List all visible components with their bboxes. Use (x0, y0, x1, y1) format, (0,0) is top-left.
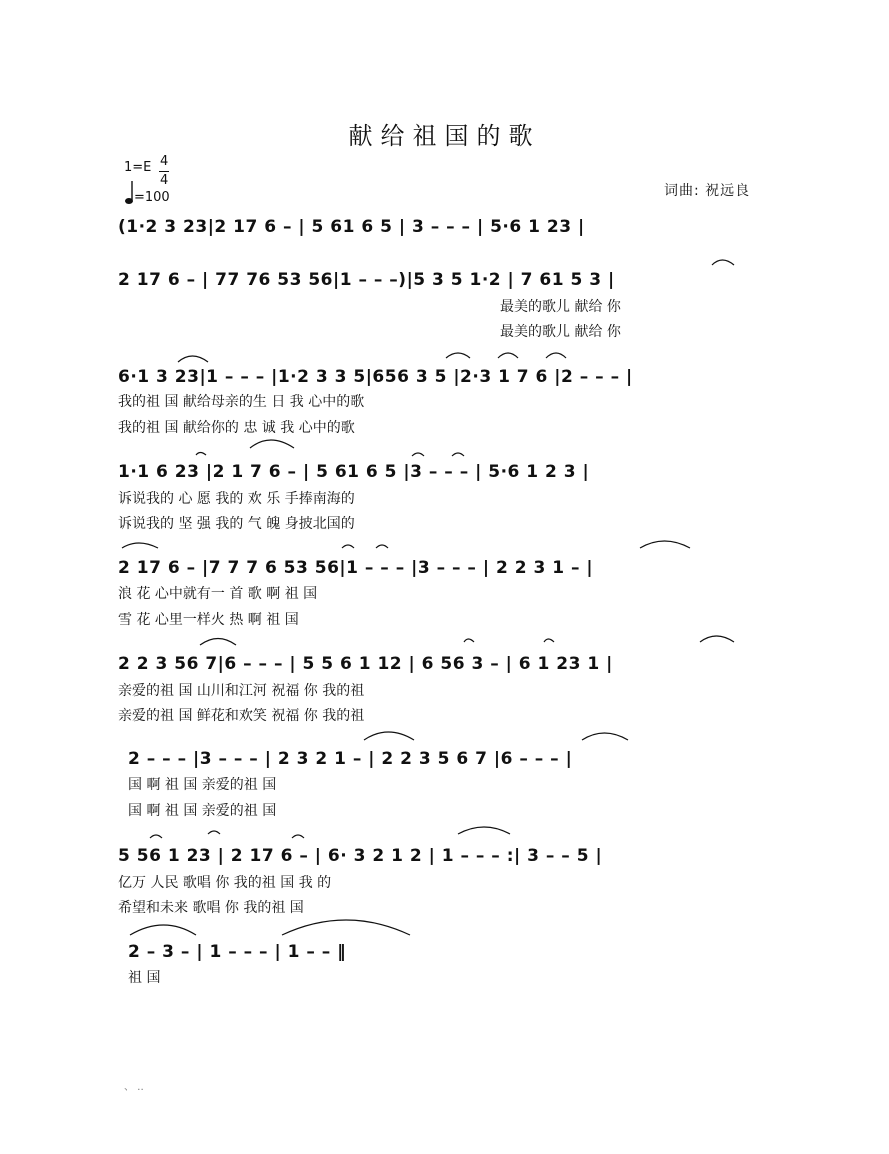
notation-line-5: 2 17 6 – |7 7 7 6 53 56|1 – – – |3 – – – | 2 2 3 1 – | (118, 558, 594, 578)
lyrics-line-5-verse-1: 浪 花 心中就有一 首 歌 啊 祖 国 (118, 586, 318, 602)
lyrics-line-4-verse-1: 诉说我的 心 愿 我的 欢 乐 手捧南海的 (118, 491, 355, 507)
lyrics-line-7-verse-2: 国 啊 祖 国 亲爱的祖 国 (128, 803, 277, 819)
lyrics-line-6-verse-1: 亲爱的祖 国 山川和江河 祝福 你 我的祖 (118, 683, 365, 699)
footer-marks: 、 ‥ (124, 1082, 144, 1093)
composer-credit: 词曲: 祝远良 (664, 183, 751, 199)
notation-line-8: 5 56 1 23 | 2 17 6 – | 6· 3 2 1 2 | 1 – – – :| 3 – – 5 | (118, 846, 603, 866)
notation-line-2: 2 17 6 – | 77 76 53 56|1 – – –)|5 3 5 1·2 | 7 61 5 3 | (118, 270, 615, 290)
lyrics-line-2-verse-2: 最美的歌儿 献给 你 (500, 324, 621, 340)
key-signature (124, 160, 151, 175)
lyrics-line-7-verse-1: 国 啊 祖 国 亲爱的祖 国 (128, 777, 277, 793)
lyrics-line-5-verse-2: 雪 花 心里一样火 热 啊 祖 国 (118, 612, 299, 628)
notation-line-1: (1·2 3 23|2 17 6 – | 5 61 6 5 | 3 – – – | 5·6 1 23 | (118, 217, 585, 237)
lyrics-line-4-verse-2: 诉说我的 坚 强 我的 气 魄 身披北国的 (118, 516, 355, 532)
time-signature-top: 4 (160, 154, 169, 169)
time-signature-bottom: 4 (160, 173, 169, 188)
key-label: 1=E (124, 160, 152, 175)
notation-line-9: 2 – 3 – | 1 – – – | 1 – – ‖ (128, 942, 347, 962)
lyrics-line-2-verse-1: 最美的歌儿 献给 你 (500, 299, 621, 315)
notation-line-3: 6·1 3 23|1 – – – |1·2 3 3 5|656 3 5 |2·3 1 7 6 |2 – – – | (118, 367, 633, 387)
lyrics-line-9-verse-1: 祖 国 (128, 970, 161, 986)
lyrics-line-8-verse-1: 亿万 人民 歌唱 你 我的祖 国 我 的 (118, 875, 332, 891)
notation-line-4: 1·1 6 23 |2 1 7 6 – | 5 61 6 5 |3 – – – | 5·6 1 2 3 | (118, 462, 590, 482)
page-title: 献给祖国的歌 (348, 122, 541, 150)
notation-line-6: 2 2 3 56 7|6 – – – | 5 5 6 1 12 | 6 56 3 – | 6 1 23 1 | (118, 654, 613, 674)
time-signature-line (159, 171, 169, 172)
lyrics-line-3-verse-1: 我的祖 国 献给母亲的生 日 我 心中的歌 (118, 394, 365, 410)
notation-line-7: 2 – – – |3 – – – | 2 3 2 1 – | 2 2 3 5 6 7 |6 – – – | (128, 749, 573, 769)
lyrics-line-8-verse-2: 希望和未来 歌唱 你 我的祖 国 (118, 900, 304, 916)
lyrics-line-3-verse-2: 我的祖 国 献给你的 忠 诚 我 心中的歌 (118, 420, 355, 436)
lyrics-line-6-verse-2: 亲爱的祖 国 鲜花和欢笑 祝福 你 我的祖 (118, 708, 365, 724)
tempo-marking: =100 (134, 190, 170, 205)
